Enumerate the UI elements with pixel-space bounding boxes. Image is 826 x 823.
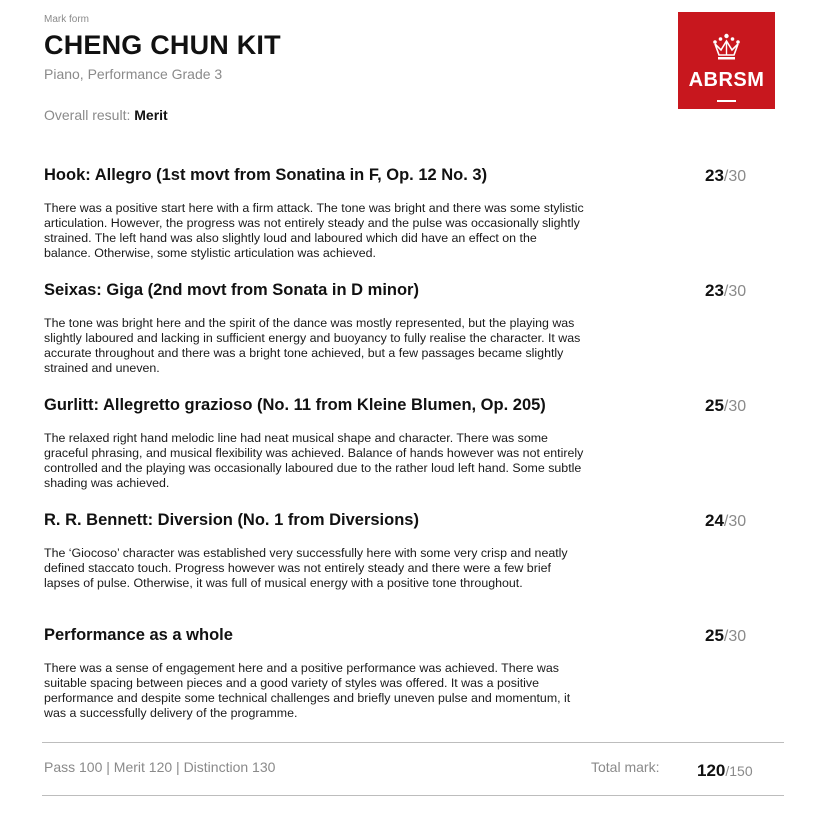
mark-value: 25 (705, 626, 724, 645)
section-mark (705, 511, 746, 531)
candidate-name: CHENG CHUN KIT (44, 30, 281, 60)
mark-value: 24 (705, 511, 724, 530)
section-performance-whole (44, 626, 784, 721)
section-title: Seixas: Giga (2nd movt from Sonata in D minor) (44, 281, 419, 299)
section-comment: The ‘Giocoso’ character was established very successfully here with some very crisp and neatly defined staccato touch. Progress however was not entirely steady and there were a few brief lapses of pulse. Otherwise, it was full of musical energy with a positive tone throughout. (44, 546, 568, 590)
section-mark (705, 396, 746, 416)
section-piece-1 (44, 166, 784, 261)
logo-underline (717, 100, 736, 102)
section-piece-3 (44, 396, 784, 491)
section-mark (705, 281, 746, 301)
mark-value: 23 (705, 166, 724, 185)
section-comment: There was a sense of engagement here and a positive performance was achieved. There was suitable spacing between pieces and a good variety of styles was offered. It was a positive performance and despite some technical challenges and briefly uneven pulse and momentum, it was a successfully delivery of the programme. (44, 661, 571, 720)
mark-max: /30 (723, 168, 747, 185)
total-mark-value: 120 (697, 761, 726, 780)
section-title: Gurlitt: Allegretto grazioso (No. 11 from Kleine Blumen, Op. 205) (44, 396, 546, 414)
mark-max: /30 (723, 283, 747, 300)
logo-text: ABRSM (688, 69, 765, 91)
section-title: Hook: Allegro (1st movt from Sonatina in F, Op. 12 No. 3) (44, 166, 488, 184)
section-piece-4 (44, 511, 784, 591)
section-comment: There was a positive start here with a firm attack. The tone was bright and there was some stylistic articulation. However, the progress was not entirely steady and the pulse was occasionally slightly strained. The left hand was also slightly loud and laboured which did have an effect on the balance. Otherwise, some stylistic articulation was achieved. (44, 201, 584, 260)
footer-top-divider (42, 742, 784, 743)
form-label: Mark form (44, 14, 89, 25)
abrsm-logo (678, 12, 775, 109)
total-mark (697, 761, 753, 781)
mark-value: 23 (705, 281, 724, 300)
total-mark-max: /150 (725, 763, 753, 779)
section-mark (705, 626, 746, 646)
overall-result (44, 107, 168, 123)
section-mark (705, 166, 746, 186)
section-comment: The tone was bright here and the spirit of the dance was mostly represented, but the playing was slightly laboured and lacking in sufficient energy and buoyancy to fully realise the character. It was accurate throughout and there was a bright tone achieved, but a few passages became slightly strained and uneven. (44, 316, 581, 375)
overall-result-label: Overall result: (44, 107, 131, 123)
overall-result-value: Merit (134, 107, 168, 123)
section-piece-2 (44, 281, 784, 376)
section-comment: The relaxed right hand melodic line had neat musical shape and character. There was some graceful phrasing, and musical flexibility was achieved. Balance of hands however was not entirely controlled and the playing was occasionally laboured due to the rather loud left hand. Some subtle shading was achieved. (44, 431, 584, 490)
crown-icon (711, 33, 742, 63)
section-title: Performance as a whole (44, 626, 233, 644)
mark-value: 25 (705, 396, 724, 415)
mark-max: /30 (723, 628, 747, 645)
section-title: R. R. Bennett: Diversion (No. 1 from Diversions) (44, 511, 419, 529)
mark-max: /30 (723, 398, 747, 415)
mark-max: /30 (723, 513, 747, 530)
grade-thresholds: Pass 100 | Merit 120 | Distinction 130 (44, 759, 276, 775)
total-mark-label: Total mark: (591, 759, 660, 775)
exam-subtitle: Piano, Performance Grade 3 (44, 66, 223, 82)
footer-bottom-divider (42, 795, 784, 796)
